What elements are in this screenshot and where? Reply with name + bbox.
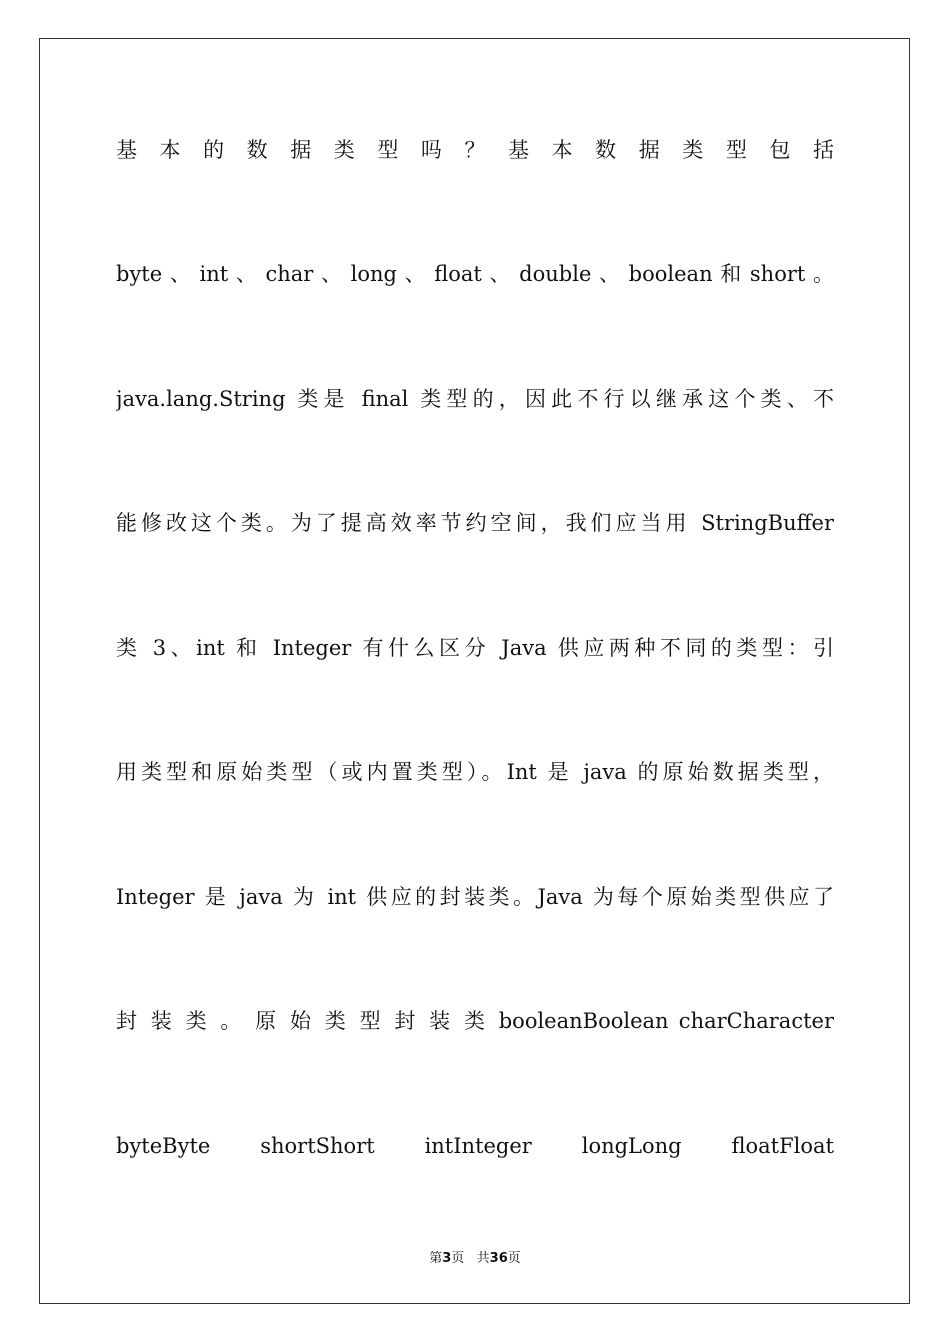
page-footer xyxy=(0,1247,950,1266)
body-text-line-3: java.lang.String 类是 final 类型的，因此不行以继承这个类、不 xyxy=(116,387,834,411)
body-text-line-8: 封 装 类 。 原 始 类 型 封 装 类 booleanBoolean charCharacter xyxy=(116,1009,834,1033)
body-text-line-2: byte 、 int 、 char 、 long 、 float 、 double 、 boolean 和 short 。 xyxy=(116,262,834,286)
footer-suffix: 页 xyxy=(507,1251,521,1266)
total-pages-number: 36 xyxy=(489,1251,508,1266)
page-border xyxy=(39,38,910,1304)
footer-middle: 页 共 xyxy=(451,1251,490,1266)
body-text-line-1: 基 本 的 数 据 类 型 吗 ？ 基 本 数 据 类 型 包 括 xyxy=(116,138,834,162)
body-text-line-7: Integer 是 java 为 int 供应的封装类。Java 为每个原始类型供应了 xyxy=(116,885,834,909)
body-text-line-5: 类 3、int 和 Integer 有什么区分 Java 供应两种不同的类型：引 xyxy=(116,636,834,660)
body-text-line-9: byteByte shortShort intInteger longLong floatFloat xyxy=(116,1134,834,1158)
body-text-line-4: 能修改这个类。为了提高效率节约空间，我们应当用 StringBuffer xyxy=(116,511,834,535)
current-page-number: 3 xyxy=(442,1251,452,1266)
footer-prefix: 第 xyxy=(429,1251,443,1266)
body-text-line-6: 用类型和原始类型（或内置类型）。Int 是 java 的原始数据类型， xyxy=(116,760,834,784)
